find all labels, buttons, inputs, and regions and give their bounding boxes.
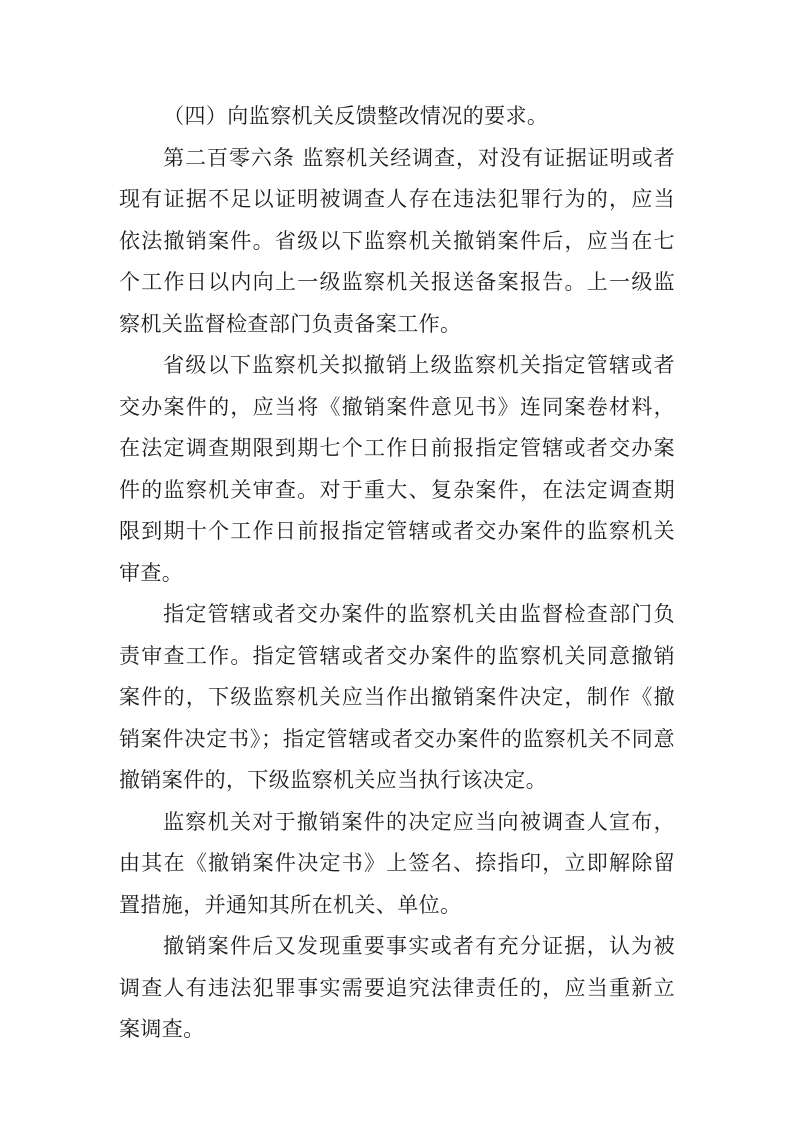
paragraph-announce-decision: 监察机关对于撤销案件的决定应当向被调查人宣布，由其在《撤销案件决定书》上签名、捺指印，立即解除留置措施，并通知其所在机关、单位。 xyxy=(119,809,675,917)
paragraph-reopen-case: 撤销案件后又发现重要事实或者有充分证据，认为被调查人有违法犯罪事实需要追究法律责任的，应当重新立案调查。 xyxy=(119,934,675,1041)
document-body xyxy=(119,96,675,1051)
paragraph-review-department: 指定管辖或者交办案件的监察机关由监督检查部门负责审查工作。指定管辖或者交办案件的监察机关同意撤销案件的，下级监察机关应当作出撤销案件决定，制作《撤销案件决定书》；指定管辖或者交办案件的监察机关不同意撤销案件的，下级监察机关应当执行该决定。 xyxy=(119,602,675,792)
paragraph-item-4-rectification-feedback: （四）向监察机关反馈整改情况的要求。 xyxy=(163,104,549,128)
paragraph-article-206: 第二百零六条 监察机关经调查，对没有证据证明或者现有证据不足以证明被调查人存在违法犯罪行为的，应当依法撤销案件。省级以下监察机关撤销案件后，应当在七个工作日以内向上一级监察机关报送备案报告。上一级监察机关监督检查部门负责备案工作。 xyxy=(119,145,675,336)
paragraph-designated-jurisdiction-review: 省级以下监察机关拟撤销上级监察机关指定管辖或者交办案件的，应当将《撤销案件意见书》连同案卷材料，在法定调查期限到期七个工作日前报指定管辖或者交办案件的监察机关审查。对于重大、复杂案件，在法定调查期限到期十个工作日前报指定管辖或者交办案件的监察机关审查。 xyxy=(119,353,675,585)
